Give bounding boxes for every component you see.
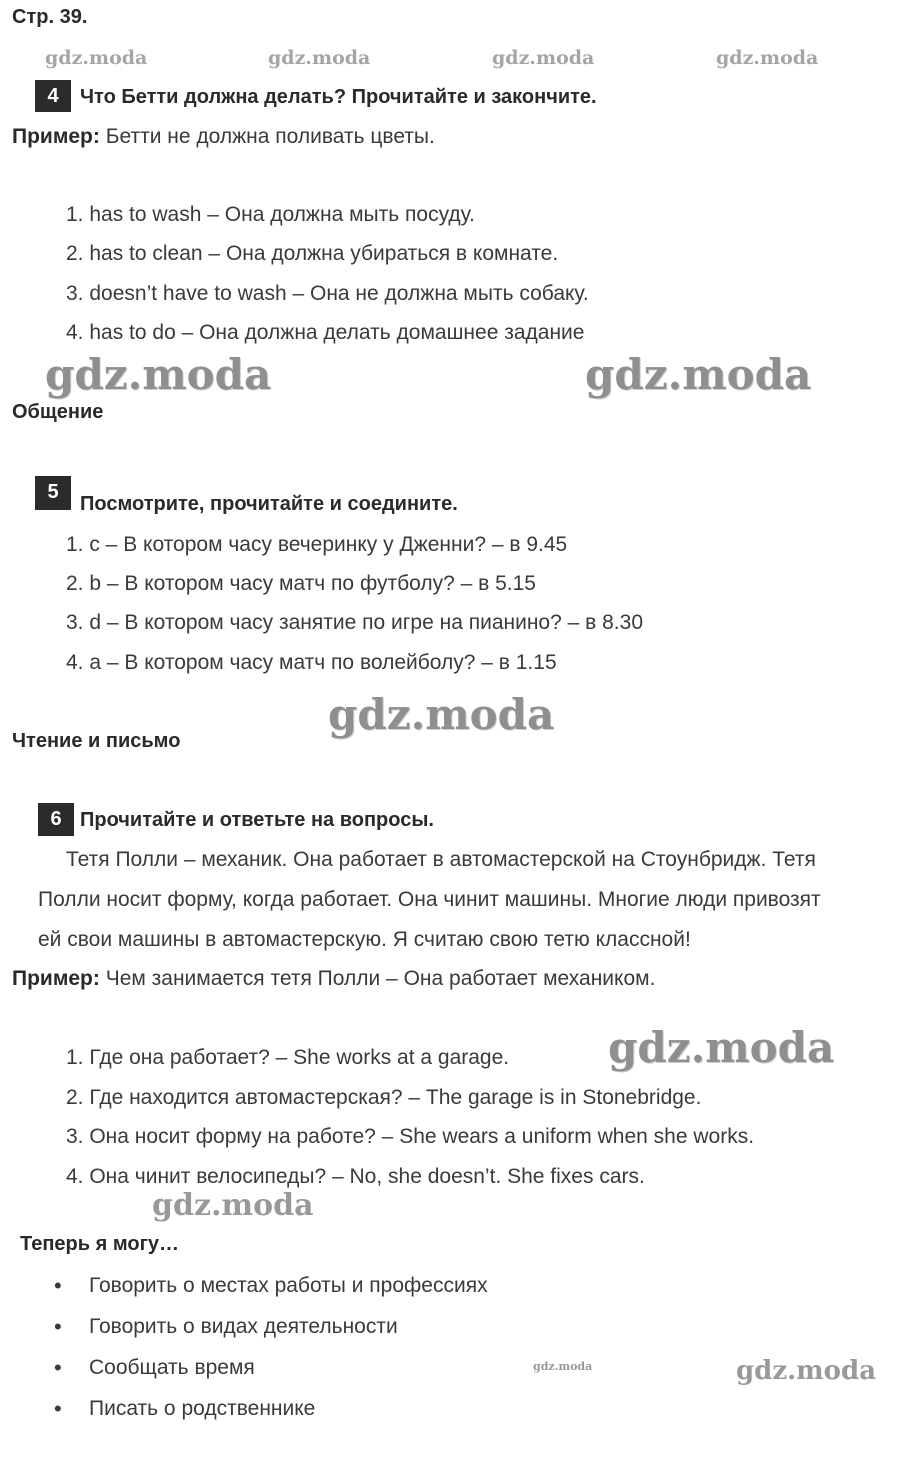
section-heading-reading: Чтение и письмо: [12, 730, 181, 752]
paragraph-line: Полли носит форму, когда работает. Она чинит машины. Многие люди привозят: [38, 888, 821, 911]
list-item: Говорить о видах деятельности: [89, 1315, 398, 1338]
exercise-number-4: 4: [35, 80, 71, 112]
watermark: gdz.moda: [716, 47, 819, 69]
list-item: 3. Она носит форму на работе? – She wears a uniform when she works.: [66, 1125, 755, 1148]
bullet-icon: •: [54, 1355, 62, 1380]
list-item: 2. Где находится автомастерская? – The garage is in Stonebridge.: [66, 1086, 702, 1109]
watermark: gdz.moda: [152, 1188, 314, 1223]
list-item: 3. doesn’t have to wash – Она не должна мыть собаку.: [66, 282, 589, 305]
bullet-icon: •: [54, 1396, 62, 1421]
example-text: Бетти не должна поливать цветы.: [99, 125, 435, 148]
list-item: 1. c – В котором часу вечеринку у Дженни? – в 9.45: [66, 533, 568, 556]
watermark: gdz.moda: [268, 47, 371, 69]
exercise-number-5: 5: [35, 476, 71, 510]
list-item: 4. has to do – Она должна делать домашнее задание: [66, 321, 585, 344]
list-item: 4. a – В котором часу матч по волейболу? – в 1.15: [66, 651, 557, 674]
list-item: 1. has to wash – Она должна мыть посуду.: [66, 203, 475, 226]
list-item: 4. Она чинит велосипеды? – No, she doesn’t. She fixes cars.: [66, 1165, 645, 1188]
paragraph-line: ей свои машины в автомастерскую. Я считаю свою тетю классной!: [38, 928, 691, 951]
example-text: Чем занимается тетя Полли – Она работает механиком.: [99, 967, 656, 990]
exercise-6-title: Прочитайте и ответьте на вопросы.: [80, 809, 434, 831]
list-item: 3. d – В котором часу занятие по игре на пианино? – в 8.30: [66, 611, 643, 634]
list-item: Писать о родственнике: [89, 1397, 316, 1420]
list-item: Сообщать время: [89, 1356, 255, 1379]
example-label: Пример:: [12, 967, 100, 990]
bullet-icon: •: [54, 1314, 62, 1339]
list-item: Говорить о местах работы и профессиях: [89, 1274, 488, 1297]
exercise-4-title: Что Бетти должна делать? Прочитайте и закончите.: [80, 86, 597, 108]
watermark: gdz.moda: [608, 1023, 835, 1072]
watermark: gdz.moda: [492, 47, 595, 69]
paragraph-line: Тетя Полли – механик. Она работает в автомастерской на Стоунбридж. Тетя: [66, 848, 816, 871]
now-i-can-title: Теперь я могу…: [20, 1233, 180, 1255]
watermark: gdz.moda: [328, 690, 555, 739]
exercise-5-title: Посмотрите, прочитайте и соедините.: [80, 493, 458, 515]
watermark: gdz.moda: [585, 350, 812, 399]
watermark: gdz.moda: [45, 350, 272, 399]
list-item: 2. b – В котором часу матч по футболу? – в 5.15: [66, 572, 536, 595]
exercise-6-example: [12, 966, 655, 992]
list-item: 1. Где она работает? – She works at a garage.: [66, 1046, 510, 1069]
watermark: gdz.moda: [736, 1356, 877, 1386]
watermark: gdz.moda: [45, 47, 148, 69]
section-heading-communication: Общение: [12, 401, 104, 423]
bullet-icon: •: [54, 1273, 62, 1298]
list-item: 2. has to clean – Она должна убираться в комнате.: [66, 242, 559, 265]
exercise-number-6: 6: [38, 803, 74, 836]
exercise-4-example: [12, 124, 435, 150]
watermark: gdz.moda: [533, 1360, 593, 1373]
example-label: Пример:: [12, 125, 100, 148]
page-label: Стр. 39.: [12, 6, 88, 28]
